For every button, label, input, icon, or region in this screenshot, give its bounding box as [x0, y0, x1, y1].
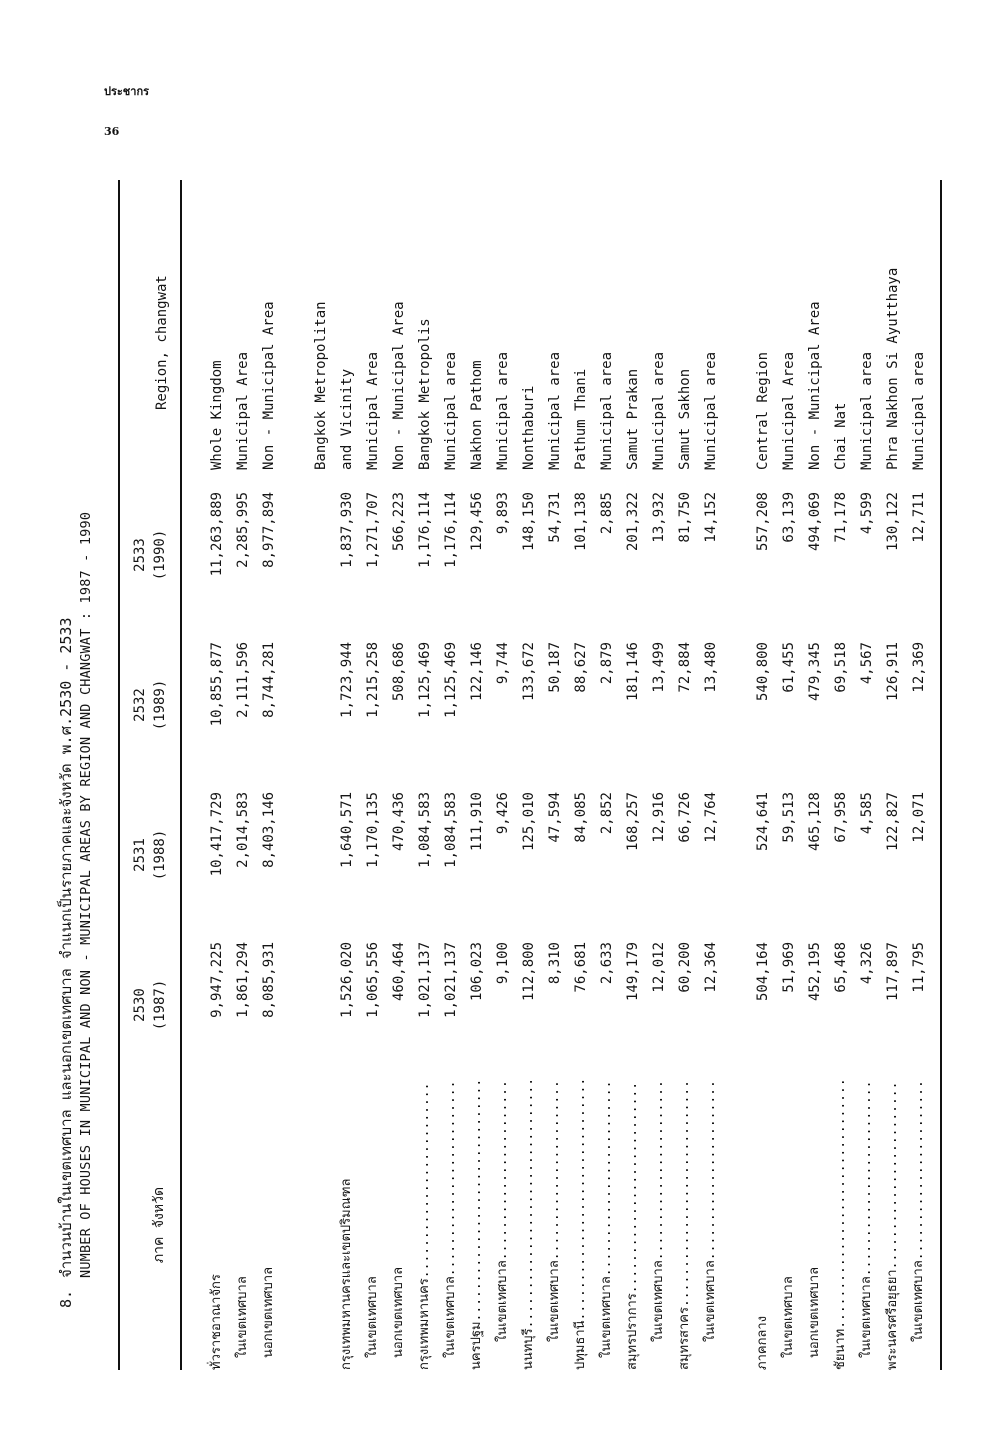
- value-cell: [308, 630, 334, 780]
- header-year-be: 2530: [132, 988, 148, 1022]
- value-cell: 54,731: [547, 492, 563, 543]
- row-label-thai: [568, 1080, 594, 1370]
- table-row: [906, 180, 932, 1370]
- row-label-thai: [360, 1080, 386, 1370]
- row-label-thai-text: สมุทรสาคร: [677, 1307, 692, 1370]
- row-label-thai-text: กรุงเทพมหานคร: [417, 1278, 432, 1370]
- page-number: 36: [104, 125, 120, 138]
- value-cell: [308, 930, 334, 1080]
- row-label-thai: [438, 1080, 464, 1370]
- value-cell: 13,932: [651, 492, 667, 543]
- value-cell: 8,744,281: [261, 642, 277, 718]
- table-row: [620, 180, 646, 1370]
- row-label-thai: [776, 1080, 802, 1370]
- row-label-thai-text: ในเขตเทศบาล: [703, 1260, 718, 1342]
- row-label-english: Bangkok Metropolitan: [313, 301, 329, 470]
- row-label-thai: [516, 1080, 542, 1370]
- value-cell: 11,263,889: [209, 492, 225, 577]
- row-label-thai-text: ในเขตเทศบาล: [365, 1276, 380, 1358]
- row-label-thai-text: ปทุมธานี: [573, 1320, 588, 1370]
- row-label-thai-text: นอกเขตเทศบาล: [391, 1266, 406, 1358]
- value-cell: 50,187: [547, 642, 563, 693]
- row-label-english: Municipal area: [703, 351, 719, 470]
- value-cell: 1,084,583: [443, 792, 459, 868]
- leader-dots: [859, 1080, 874, 1276]
- row-label-english: Nakhon Pathom: [469, 360, 485, 470]
- table-header-row: [119, 180, 181, 1370]
- value-cell: 72,884: [677, 642, 693, 693]
- row-label-thai-text: ในเขตเทศบาล: [859, 1276, 874, 1358]
- value-cell: 1,125,469: [443, 642, 459, 718]
- value-cell: 13,480: [703, 642, 719, 693]
- value-cell: 1,215,258: [365, 642, 381, 718]
- value-cell: [308, 780, 334, 930]
- leader-dots: [469, 1080, 484, 1321]
- leader-dots: [625, 1080, 640, 1293]
- row-label-english: Non - Municipal Area: [391, 301, 407, 470]
- row-label-thai-text: กรุงเทพมหานครและเขตปริมณฑล: [339, 1178, 354, 1370]
- table-body: [181, 180, 932, 1370]
- row-label-english: and Vicinity: [339, 368, 355, 470]
- row-label-thai-text: นอกเขตเทศบาล: [261, 1266, 276, 1358]
- value-cell: 181,146: [625, 642, 641, 702]
- table-row: [542, 180, 568, 1370]
- table-row: [308, 180, 334, 1370]
- table-row: [854, 180, 880, 1370]
- row-label-thai-text: ในเขตเทศบาล: [547, 1260, 562, 1342]
- table-row: [516, 180, 542, 1370]
- row-label-thai-text: ภาคกลาง: [755, 1315, 770, 1370]
- value-cell: 566,223: [391, 492, 407, 552]
- value-cell: 12,916: [651, 792, 667, 843]
- table-row: [230, 180, 256, 1370]
- row-label-english: Non - Municipal Area: [261, 301, 277, 470]
- leader-dots: [495, 1080, 510, 1260]
- row-label-english: Municipal area: [859, 351, 875, 470]
- row-label-thai-text: ในเขตเทศบาล: [911, 1260, 926, 1342]
- row-label-thai: [308, 1080, 334, 1370]
- value-cell: 9,893: [495, 492, 511, 535]
- value-cell: 1,065,556: [365, 942, 381, 1018]
- table-row: [438, 180, 464, 1370]
- table-row: [776, 180, 802, 1370]
- table-row: [672, 180, 698, 1370]
- value-cell: 133,672: [521, 642, 537, 702]
- row-label-thai: [672, 1080, 698, 1370]
- row-label-thai-text: ทั่วราชอาณาจักร: [209, 1274, 224, 1370]
- value-cell: 4,326: [859, 942, 875, 985]
- value-cell: 101,138: [573, 492, 589, 552]
- table-row: [256, 180, 282, 1370]
- table-row: [750, 180, 776, 1370]
- value-cell: 106,023: [469, 942, 485, 1002]
- row-label-thai-text: ชัยนาท: [833, 1328, 848, 1370]
- row-label-thai: [464, 1080, 490, 1370]
- header-year-1990: [119, 480, 181, 630]
- value-cell: 148,150: [521, 492, 537, 552]
- row-label-english: Whole Kingdom: [209, 360, 225, 470]
- header-year-1987: [119, 930, 181, 1080]
- value-cell: 2,014,583: [235, 792, 251, 868]
- row-label-thai-text: นนทบุรี: [521, 1328, 536, 1370]
- value-cell: 8,403,146: [261, 792, 277, 868]
- row-label-thai-text: สมุทรปราการ: [625, 1293, 640, 1370]
- value-cell: 8,977,894: [261, 492, 277, 568]
- value-cell: 2,633: [599, 942, 615, 985]
- value-cell: 59,513: [781, 792, 797, 843]
- value-cell: 12,711: [911, 492, 927, 543]
- value-cell: 1,271,707: [365, 492, 381, 568]
- value-cell: 504,164: [755, 942, 771, 1002]
- value-cell: 1,723,944: [339, 642, 355, 718]
- value-cell: 479,345: [807, 642, 823, 702]
- header-year-1989: [119, 630, 181, 780]
- value-cell: 1,084,583: [417, 792, 433, 868]
- value-cell: 14,152: [703, 492, 719, 543]
- value-cell: 4,599: [859, 492, 875, 535]
- row-label-english: Bangkok Metropolis: [417, 318, 433, 470]
- header-year-ce: (1989): [152, 679, 168, 731]
- row-label-thai: [750, 1080, 776, 1370]
- header-year-ce: (1988): [152, 829, 168, 881]
- houses-table: [118, 180, 942, 1370]
- row-label-thai: [828, 1080, 854, 1370]
- value-cell: 524,641: [755, 792, 771, 852]
- row-label-english: Municipal area: [651, 351, 667, 470]
- row-label-thai: [906, 1080, 932, 1370]
- value-cell: 1,021,137: [443, 942, 459, 1018]
- table-row: [490, 180, 516, 1370]
- row-label-english: Nonthaburi: [521, 385, 537, 470]
- value-cell: 9,426: [495, 792, 511, 835]
- header-year-be: 2533: [132, 538, 148, 572]
- value-cell: 9,100: [495, 942, 511, 985]
- row-label-english: Samut Prakan: [625, 368, 641, 470]
- value-cell: 1,640,571: [339, 792, 355, 868]
- value-cell: 1,837,930: [339, 492, 355, 568]
- row-label-thai: [854, 1080, 880, 1370]
- table-row: [568, 180, 594, 1370]
- value-cell: 12,369: [911, 642, 927, 693]
- value-cell: 112,800: [521, 942, 537, 1002]
- row-label-english: Municipal area: [599, 351, 615, 470]
- header-region-thai: ภาค จังหวัด: [119, 1080, 181, 1370]
- table-row: [334, 180, 360, 1370]
- row-label-thai: [880, 1080, 906, 1370]
- value-cell: 111,910: [469, 792, 485, 852]
- value-cell: 11,795: [911, 942, 927, 993]
- row-label-thai-text: ในเขตเทศบาล: [495, 1260, 510, 1342]
- value-cell: 76,681: [573, 942, 589, 993]
- row-label-thai: [490, 1080, 516, 1370]
- value-cell: 66,726: [677, 792, 693, 843]
- value-cell: 60,200: [677, 942, 693, 993]
- table-row: [698, 180, 724, 1370]
- table-row: [386, 180, 412, 1370]
- table-row: [360, 180, 386, 1370]
- value-cell: 47,594: [547, 792, 563, 843]
- leader-dots: [885, 1080, 900, 1269]
- table-title-thai: [56, 180, 76, 1370]
- value-cell: 1,021,137: [417, 942, 433, 1018]
- value-cell: 12,764: [703, 792, 719, 843]
- value-cell: 470,436: [391, 792, 407, 852]
- value-cell: 130,122: [885, 492, 901, 552]
- leader-dots: [417, 1080, 432, 1278]
- row-label-english: Municipal area: [495, 351, 511, 470]
- value-cell: 129,456: [469, 492, 485, 552]
- value-cell: 1,170,135: [365, 792, 381, 868]
- row-label-english: Municipal Area: [365, 351, 381, 470]
- row-label-english: Phra Nakhon Si Ayutthaya: [885, 267, 901, 470]
- section-label: ประชากร: [104, 85, 150, 98]
- leader-dots: [703, 1080, 718, 1260]
- row-label-thai: [204, 1080, 230, 1370]
- row-label-thai: [542, 1080, 568, 1370]
- value-cell: 71,178: [833, 492, 849, 543]
- row-label-thai: [412, 1080, 438, 1370]
- value-cell: 122,827: [885, 792, 901, 852]
- value-cell: [308, 480, 334, 630]
- header-year-be: 2531: [132, 838, 148, 872]
- row-label-thai: [230, 1080, 256, 1370]
- value-cell: 2,852: [599, 792, 615, 835]
- value-cell: 12,012: [651, 942, 667, 993]
- row-label-english: Central Region: [755, 351, 771, 470]
- value-cell: 557,208: [755, 492, 771, 552]
- leader-dots: [911, 1080, 926, 1260]
- value-cell: 494,069: [807, 492, 823, 552]
- value-cell: 1,125,469: [417, 642, 433, 718]
- value-cell: 4,585: [859, 792, 875, 835]
- table-row: [802, 180, 828, 1370]
- table-row: [594, 180, 620, 1370]
- page-header: [104, 72, 149, 152]
- table-row: [828, 180, 854, 1370]
- value-cell: 13,499: [651, 642, 667, 693]
- value-cell: 2,879: [599, 642, 615, 685]
- row-label-english: Samut Sakhon: [677, 368, 693, 470]
- row-label-thai-text: ในเขตเทศบาล: [781, 1276, 796, 1358]
- table-row: [464, 180, 490, 1370]
- value-cell: 2,885: [599, 492, 615, 535]
- header-year-ce: (1990): [152, 529, 168, 581]
- table-number: 8.: [57, 1289, 75, 1308]
- value-cell: 12,071: [911, 792, 927, 843]
- value-cell: 117,897: [885, 942, 901, 1002]
- value-cell: 51,969: [781, 942, 797, 993]
- row-label-thai: [386, 1080, 412, 1370]
- row-label-thai-text: นครปฐม: [469, 1321, 484, 1370]
- value-cell: 168,257: [625, 792, 641, 852]
- row-label-thai: [256, 1080, 282, 1370]
- value-cell: 10,417,729: [209, 792, 225, 877]
- value-cell: 67,958: [833, 792, 849, 843]
- value-cell: 88,627: [573, 642, 589, 693]
- leader-dots: [573, 1080, 588, 1320]
- row-label-thai: [594, 1080, 620, 1370]
- table-row: [412, 180, 438, 1370]
- value-cell: 1,176,114: [443, 492, 459, 568]
- table-title-thai-text: จำนวนบ้านในเขตเทศบาล และนอกเขตเทศบาล จำแนกเป็นรายภาคและจังหวัด พ.ศ.2530 - 2533: [57, 617, 75, 1278]
- value-cell: 12,364: [703, 942, 719, 993]
- value-cell: 465,128: [807, 792, 823, 852]
- row-label-english: Municipal area: [547, 351, 563, 470]
- row-label-english: Non - Municipal Area: [807, 301, 823, 470]
- leader-dots: [443, 1080, 458, 1276]
- value-cell: 201,322: [625, 492, 641, 552]
- value-cell: 9,744: [495, 642, 511, 685]
- row-label-thai-text: ในเขตเทศบาล: [443, 1276, 458, 1358]
- row-label-thai: [646, 1080, 672, 1370]
- header-year-be: 2532: [132, 688, 148, 722]
- row-label-english: Municipal Area: [781, 351, 797, 470]
- rotated-table-page: [50, 180, 927, 1370]
- row-label-english: Municipal Area: [235, 351, 251, 470]
- value-cell: 452,195: [807, 942, 823, 1002]
- value-cell: 2,285,995: [235, 492, 251, 568]
- value-cell: 460,464: [391, 942, 407, 1002]
- row-label-english: Chai Nat: [833, 402, 849, 470]
- leader-dots: [521, 1080, 536, 1328]
- value-cell: 65,468: [833, 942, 849, 993]
- row-label-thai: [698, 1080, 724, 1370]
- value-cell: 126,911: [885, 642, 901, 702]
- row-label-english: Municipal area: [911, 351, 927, 470]
- document-body: [56, 180, 926, 1370]
- header-year-ce: (1987): [152, 979, 168, 1031]
- value-cell: 8,085,931: [261, 942, 277, 1018]
- value-cell: 125,010: [521, 792, 537, 852]
- leader-dots: [651, 1080, 666, 1260]
- row-label-thai: [620, 1080, 646, 1370]
- value-cell: 61,455: [781, 642, 797, 693]
- leader-dots: [599, 1080, 614, 1276]
- row-label-thai: [334, 1080, 360, 1370]
- leader-dots: [547, 1080, 562, 1260]
- value-cell: 69,518: [833, 642, 849, 693]
- row-label-english: Pathum Thani: [573, 368, 589, 470]
- table-row: [646, 180, 672, 1370]
- row-label-thai: [802, 1080, 828, 1370]
- header-year-1988: [119, 780, 181, 930]
- table-row: [204, 180, 230, 1370]
- row-label-english: Municipal area: [443, 351, 459, 470]
- value-cell: 1,526,020: [339, 942, 355, 1018]
- value-cell: 149,179: [625, 942, 641, 1002]
- value-cell: 10,855,877: [209, 642, 225, 727]
- value-cell: 1,861,294: [235, 942, 251, 1018]
- value-cell: 540,800: [755, 642, 771, 702]
- row-label-thai-text: ในเขตเทศบาล: [235, 1276, 250, 1358]
- value-cell: 8,310: [547, 942, 563, 985]
- value-cell: 4,567: [859, 642, 875, 685]
- value-cell: 84,085: [573, 792, 589, 843]
- row-label-thai-text: ในเขตเทศบาล: [599, 1276, 614, 1358]
- table-title-english: NUMBER OF HOUSES IN MUNICIPAL AND NON - MUNICIPAL AREAS BY REGION AND CHANGWAT : 1987 - 1990: [78, 511, 94, 1278]
- value-cell: 508,686: [391, 642, 407, 702]
- row-label-thai-text: พระนครศรีอยุธยา: [885, 1269, 900, 1370]
- value-cell: 122,146: [469, 642, 485, 702]
- leader-dots: [833, 1080, 848, 1329]
- value-cell: 9,947,225: [209, 942, 225, 1018]
- row-label-thai-text: นอกเขตเทศบาล: [807, 1266, 822, 1358]
- row-label-thai-text: ในเขตเทศบาล: [651, 1260, 666, 1342]
- value-cell: 63,139: [781, 492, 797, 543]
- value-cell: 81,750: [677, 492, 693, 543]
- value-cell: 2,111,596: [235, 642, 251, 718]
- leader-dots: [677, 1080, 692, 1307]
- header-region-english: Region, changwat: [119, 180, 181, 480]
- value-cell: 1,176,114: [417, 492, 433, 568]
- table-row: [880, 180, 906, 1370]
